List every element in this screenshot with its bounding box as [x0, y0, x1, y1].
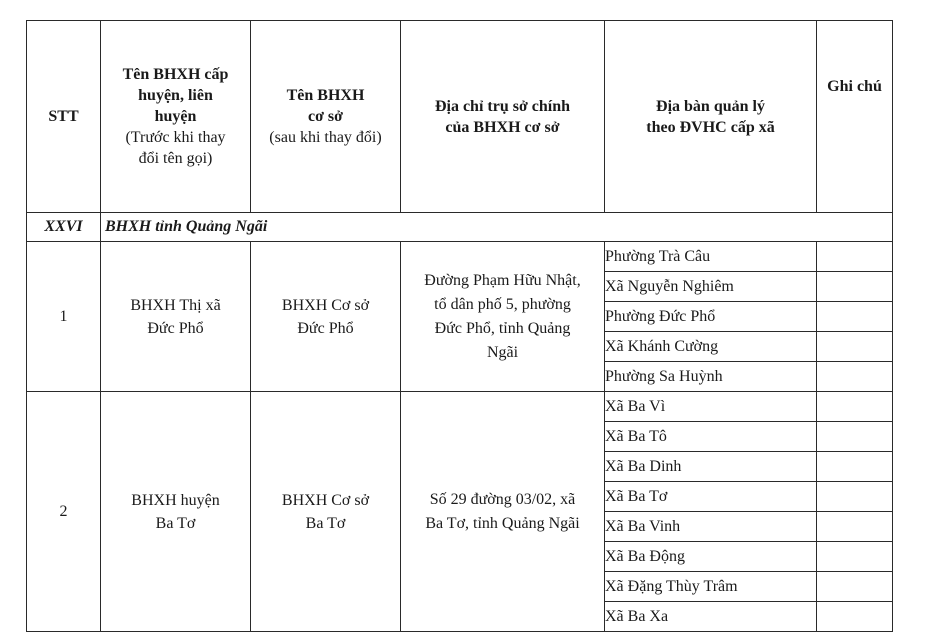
row-stt: 2 [27, 392, 101, 632]
note-cell [817, 572, 893, 602]
note-cell [817, 542, 893, 572]
agency-table [26, 20, 893, 632]
note-cell [817, 302, 893, 332]
header-note: Ghi chú [817, 21, 893, 213]
row-address: Đường Phạm Hữu Nhật, tổ dân phố 5, phường Đức Phổ, tỉnh Quảng Ngãi [401, 242, 605, 392]
header-row [27, 21, 893, 213]
ward-cell: Phường Sa Huỳnh [605, 362, 817, 392]
note-cell [817, 452, 893, 482]
section-number: XXVI [27, 213, 101, 242]
ward-cell: Xã Ba Động [605, 542, 817, 572]
note-cell [817, 332, 893, 362]
note-cell [817, 362, 893, 392]
note-cell [817, 422, 893, 452]
ward-cell: Xã Ba Xa [605, 602, 817, 632]
row-district: BHXH Thị xã Đức Phổ [101, 242, 251, 392]
row-district: BHXH huyện Ba Tơ [101, 392, 251, 632]
row-stt: 1 [27, 242, 101, 392]
row-base: BHXH Cơ sở Ba Tơ [251, 392, 401, 632]
ward-cell: Xã Nguyễn Nghiêm [605, 272, 817, 302]
ward-cell: Xã Khánh Cường [605, 332, 817, 362]
ward-cell: Xã Ba Vì [605, 392, 817, 422]
note-cell [817, 392, 893, 422]
section-row [27, 213, 893, 242]
table-row [27, 242, 893, 272]
ward-cell: Phường Đức Phổ [605, 302, 817, 332]
header-stt: STT [27, 21, 101, 213]
ward-cell: Xã Ba Tô [605, 422, 817, 452]
ward-cell: Xã Ba Vinh [605, 512, 817, 542]
header-district: Tên BHXH cấp huyện, liên huyện (Trước khi thay đổi tên gọi) [101, 21, 251, 213]
note-cell [817, 272, 893, 302]
section-title: BHXH tỉnh Quảng Ngãi [101, 213, 893, 242]
header-address: Địa chỉ trụ sở chính của BHXH cơ sở [401, 21, 605, 213]
row-base: BHXH Cơ sở Đức Phổ [251, 242, 401, 392]
row-address: Số 29 đường 03/02, xã Ba Tơ, tỉnh Quảng Ngãi [401, 392, 605, 632]
header-area: Địa bàn quản lý theo ĐVHC cấp xã [605, 21, 817, 213]
note-cell [817, 242, 893, 272]
note-cell [817, 512, 893, 542]
ward-cell: Xã Đặng Thùy Trâm [605, 572, 817, 602]
table-row [27, 392, 893, 422]
ward-cell: Xã Ba Tơ [605, 482, 817, 512]
ward-cell: Phường Trà Câu [605, 242, 817, 272]
ward-cell: Xã Ba Dinh [605, 452, 817, 482]
header-base: Tên BHXH cơ sở (sau khi thay đổi) [251, 21, 401, 213]
note-cell [817, 602, 893, 632]
note-cell [817, 482, 893, 512]
